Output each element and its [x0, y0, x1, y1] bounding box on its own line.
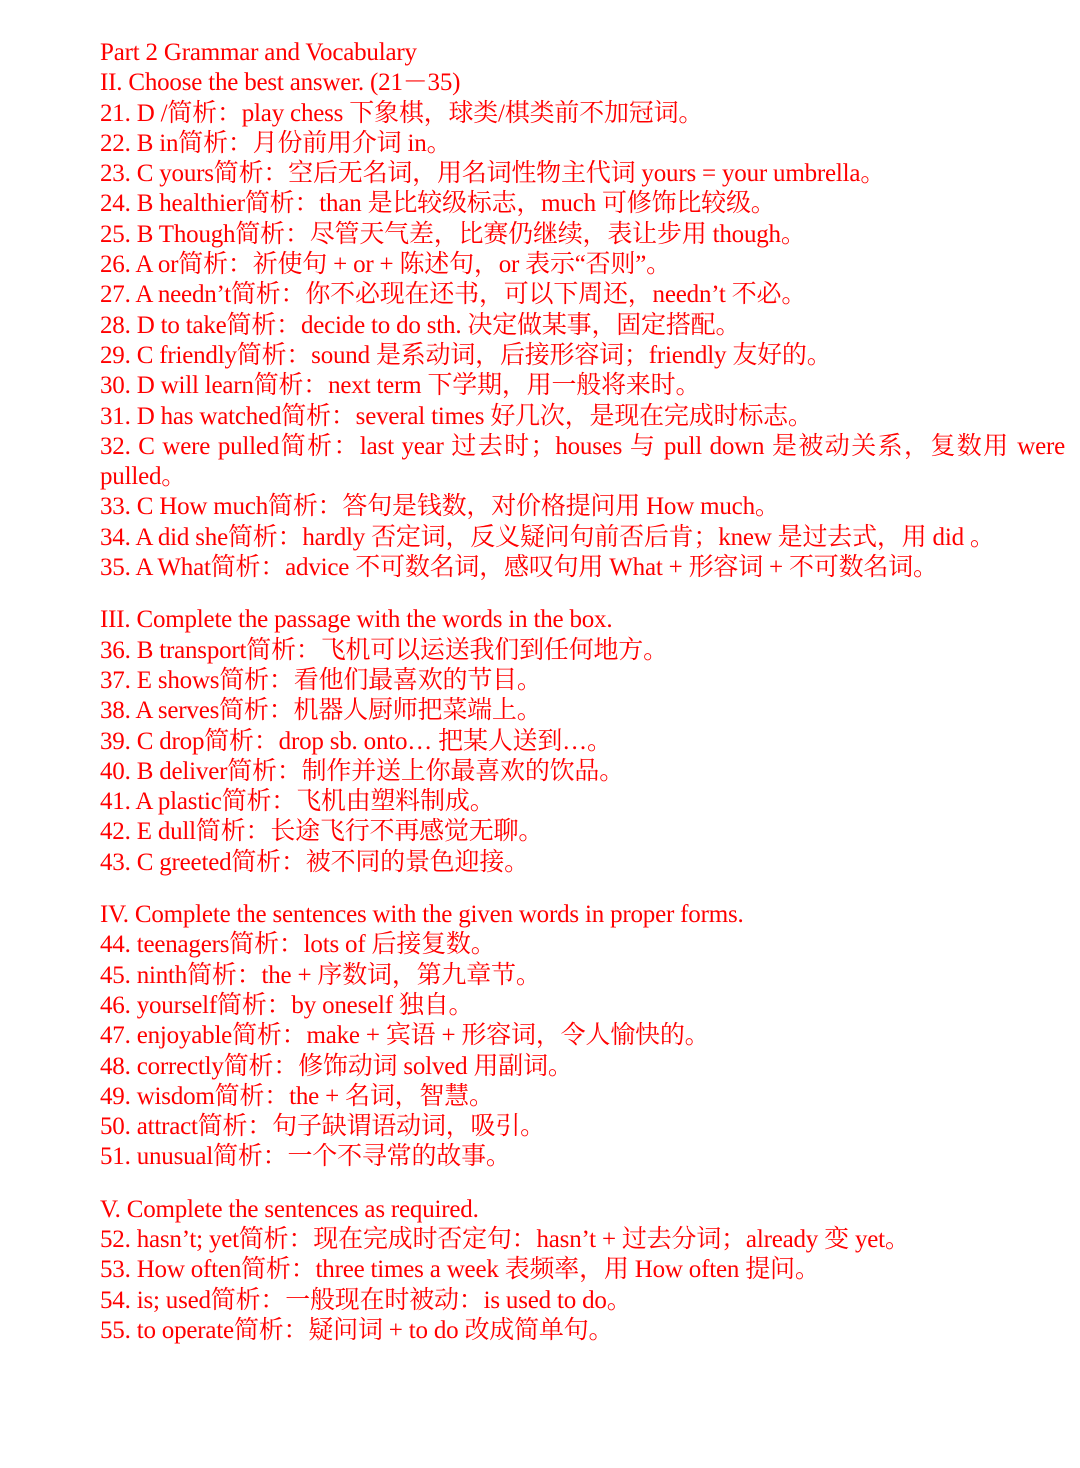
answer-item: 45. ninth简析：the + 序数词，第九章节。 [100, 961, 541, 989]
answer-item: 25. B Though简析：尽管天气差，比赛仍继续，表让步用 though。 [100, 220, 806, 248]
answer-item: 22. B in简析：月份前用介词 in。 [100, 129, 452, 157]
answer-item: 21. D /简析：play chess 下象棋，球类/棋类前不加冠词。 [100, 99, 704, 127]
answer-item: 30. D will learn简析：next term 下学期，用一般将来时。 [100, 372, 701, 400]
answer-item: 28. D to take简析：decide to do sth. 决定做某事，固定搭配。 [100, 311, 741, 339]
answer-item: 35. A What简析：advice 不可数名词，感叹句用 What + 形容词 + 不可数名词。 [100, 554, 938, 582]
section-heading: III. Complete the passage with the words in the box. [100, 606, 613, 634]
answer-item: 46. yourself简析：by oneself 独自。 [100, 991, 474, 1019]
answer-item: 29. C friendly简析：sound 是系动词，后接形容词；friendly 友好的。 [100, 341, 832, 369]
answer-item: 34. A did she简析：hardly 否定词，反义疑问句前否后肯；knew 是过去式，用 did 。 [100, 523, 995, 551]
answer-item: 26. A or简析：祈使句 + or + 陈述句，or 表示“否则”。 [100, 251, 671, 279]
answer-item: 51. unusual简析：一个不寻常的故事。 [100, 1143, 511, 1171]
section-iv [100, 900, 1065, 1173]
section-heading: IV. Complete the sentences with the given words in proper forms. [100, 901, 744, 929]
answer-item: 40. B deliver简析：制作并送上你最喜欢的饮品。 [100, 757, 625, 785]
answer-item: 32. C were pulled简析：last year 过去时；houses 与 pull down 是被动关系，复数用 were pulled。 [100, 432, 1065, 491]
answer-item: 42. E dull简析：长途飞行不再感觉无聊。 [100, 818, 544, 846]
answer-item: 37. E shows简析：看他们最喜欢的节目。 [100, 666, 542, 694]
answer-item: 36. B transport简析：飞机可以运送我们到任何地方。 [100, 636, 668, 664]
answer-item: 55. to operate简析：疑问词 + to do 改成简单句。 [100, 1316, 614, 1344]
section-heading: II. Choose the best answer. (21－35) [100, 69, 461, 97]
answer-item: 54. is; used简析：一般现在时被动：is used to do。 [100, 1286, 632, 1314]
section-v [100, 1195, 1065, 1346]
answer-item: 49. wisdom简析：the + 名词，智慧。 [100, 1082, 494, 1110]
answer-item: 31. D has watched简析：several times 好几次，是现在完成时标志。 [100, 402, 813, 430]
answer-item: 33. C How much简析：答句是钱数，对价格提问用 How much。 [100, 493, 780, 521]
answer-item: 52. hasn’t; yet简析：现在完成时否定句：hasn’t + 过去分词；already 变 yet。 [100, 1225, 910, 1253]
answer-item: 27. A needn’t简析：你不必现在还书，可以下周还，needn’t 不必。 [100, 281, 807, 309]
answer-item: 47. enjoyable简析：make + 宾语 + 形容词，令人愉快的。 [100, 1022, 710, 1050]
answer-item: 50. attract简析：句子缺谓语动词，吸引。 [100, 1113, 545, 1141]
answer-item: 43. C greeted简析：被不同的景色迎接。 [100, 848, 529, 876]
answer-key-document [100, 38, 1065, 1346]
section-iii [100, 605, 1065, 878]
answer-item: 41. A plastic简析：飞机由塑料制成。 [100, 788, 495, 816]
section-ii [100, 68, 1065, 583]
answer-item: 44. teenagers简析：lots of 后接复数。 [100, 931, 496, 959]
answer-item: 24. B healthier简析：than 是比较级标志，much 可修饰比较级。 [100, 190, 776, 218]
answer-item: 48. correctly简析：修饰动词 solved 用副词。 [100, 1052, 573, 1080]
answer-item: 39. C drop简析：drop sb. onto… 把某人送到…。 [100, 727, 612, 755]
answer-item: 23. C yours简析：空后无名词，用名词性物主代词 yours = your umbrella。 [100, 160, 886, 188]
answer-item: 38. A serves简析：机器人厨师把菜端上。 [100, 697, 542, 725]
answer-item: 53. How often简析：three times a week 表频率，用 How often 提问。 [100, 1256, 820, 1284]
section-heading: V. Complete the sentences as required. [100, 1195, 479, 1223]
part-title: Part 2 Grammar and Vocabulary [100, 39, 417, 66]
